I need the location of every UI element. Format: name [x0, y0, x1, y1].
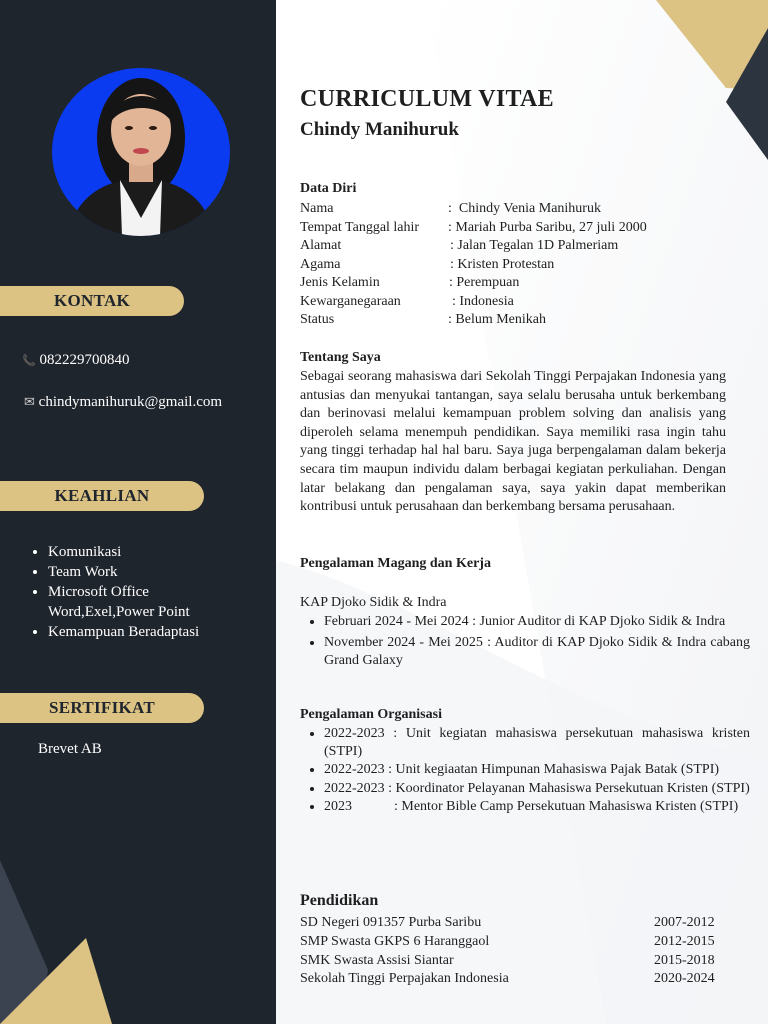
- skills-heading-label: KEAHLIAN: [54, 486, 150, 505]
- education-years: 2007-2012: [654, 915, 715, 930]
- phone-row: [22, 352, 129, 369]
- work-item: • November 2024 - Mei 2025 : Auditor di KAP Djoko Sidik & Indra cabang Grand Galaxy: [324, 634, 750, 670]
- personal-value: : Kristen Protestan: [450, 256, 555, 272]
- person-name: Chindy Manihuruk: [300, 119, 459, 140]
- contact-heading: [0, 286, 184, 316]
- personal-label: Tempat Tanggal lahir: [300, 219, 420, 235]
- skill-item: • Komunikasi: [48, 542, 248, 562]
- certificate-heading-label: SERTIFIKAT: [48, 698, 155, 717]
- profile-photo: [52, 68, 230, 236]
- education-years: 2020-2024: [654, 971, 715, 987]
- skills-list: [28, 542, 248, 642]
- education-heading: Pendidikan: [300, 892, 379, 909]
- personal-value: : Indonesia: [452, 293, 514, 309]
- personal-heading: Data Diri: [300, 181, 357, 196]
- organization-heading: Pengalaman Organisasi: [300, 707, 442, 722]
- personal-label: Agama: [300, 256, 341, 272]
- personal-label: Jenis Kelamin: [300, 275, 380, 290]
- organization-item: • 2022-2023 : Koordinator Pelayanan Mahasiswa Persekutuan Kristen (STPI): [324, 780, 750, 798]
- skill-item: • Kemampuan Beradaptasi: [48, 622, 248, 642]
- about-paragraph: Sebagai seorang mahasiswa dari Sekolah Tinggi Perpajakan Indonesia yang antusias dan menyukai tantangan, saya selalu berusaha untuk berkembang dan berinovasi melalui kemampuan problem solving dan analisis yang diperoleh selama menempuh pendidikan. Saya memiliki rasa ingin tahu yang tinggi terhadap hal hal baru. Saya juga berpengalaman dalam bekerja secara tim maupun individu dalam berbagai kegiatan perkuliahan. Dengan latar belakang dan pengalaman saya, saya yakin dapat memberikan kontribusi untuk perusahaan dan berkembang bersama perusahaan.: [300, 369, 726, 515]
- work-item: • Februari 2024 - Mei 2024 : Junior Auditor di KAP Djoko Sidik & Indra: [324, 613, 750, 631]
- personal-value: : Perempuan: [449, 275, 520, 290]
- personal-value: : Belum Menikah: [448, 312, 546, 327]
- organization-item: • 2022-2023 : Unit kegiaatan Himpunan Mahasiswa Pajak Batak (STPI): [324, 761, 750, 779]
- phone-icon: 📞: [22, 355, 36, 367]
- email-address[interactable]: chindymanihuruk@gmail.com: [38, 394, 223, 410]
- personal-label: Alamat: [300, 238, 342, 253]
- organization-item: • 2022-2023 : Unit kegiatan mahasiswa persekutuan mahasiswa kristen (STPI): [324, 725, 750, 761]
- personal-label: Kewarganegaraan: [300, 293, 401, 309]
- contact-heading-label: KONTAK: [53, 291, 131, 310]
- work-list: [300, 613, 750, 671]
- personal-value: : Mariah Purba Saribu, 27 juli 2000: [448, 219, 647, 235]
- personal-value: : Jalan Tegalan 1D Palmeriam: [450, 238, 619, 253]
- education-school: SD Negeri 091357 Purba Saribu: [300, 915, 482, 930]
- envelope-icon: ✉: [24, 394, 35, 409]
- personal-label: Status: [300, 312, 335, 327]
- education-school: SMK Swasta Assisi Siantar: [300, 952, 454, 968]
- education-school: SMP Swasta GKPS 6 Haranggaol: [300, 933, 490, 949]
- education-years: 2015-2018: [654, 952, 715, 968]
- work-company: KAP Djoko Sidik & Indra: [300, 595, 447, 610]
- about-heading: Tentang Saya: [300, 350, 381, 365]
- education-years: 2012-2015: [654, 933, 715, 949]
- sidebar-bottom-decoration: [0, 860, 276, 1024]
- education-school: Sekolah Tinggi Perpajakan Indonesia: [300, 971, 509, 987]
- sidebar: [0, 0, 276, 1024]
- certificate-heading: [0, 693, 204, 723]
- organization-item: • 2023 : Mentor Bible Camp Persekutuan Mahasiswa Kristen (STPI): [324, 798, 750, 816]
- certificate-item: Brevet AB: [38, 741, 102, 757]
- skills-heading: [0, 481, 204, 511]
- organization-list: [300, 725, 750, 816]
- phone-number[interactable]: 082229700840: [39, 352, 130, 368]
- skill-item: • Team Work: [48, 562, 248, 582]
- personal-label: Nama: [300, 201, 334, 216]
- skill-item: • Microsoft Office Word,Exel,Power Point: [48, 582, 248, 622]
- work-heading: Pengalaman Magang dan Kerja: [300, 556, 491, 571]
- email-row: [24, 394, 222, 411]
- personal-value: : Chindy Venia Manihuruk: [448, 201, 601, 216]
- page-title: CURRICULUM VITAE: [300, 86, 554, 112]
